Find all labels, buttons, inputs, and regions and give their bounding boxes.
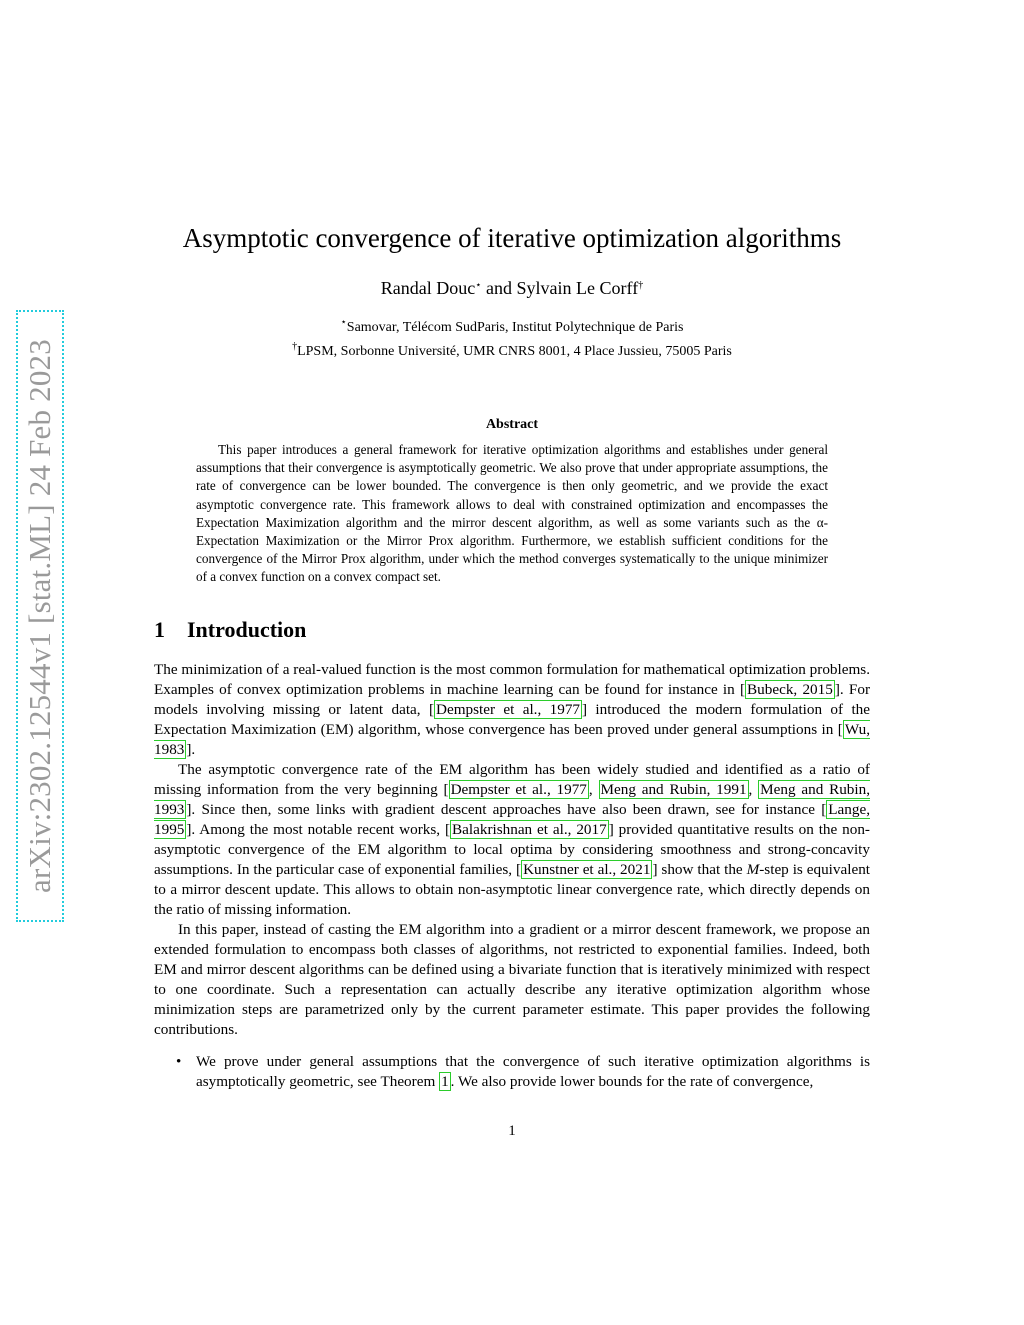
list-item xyxy=(154,1052,870,1092)
paragraph-3: In this paper, instead of casting the EM algorithm into a gradient or a mirror descent framework, we propose an extended formulation to encompass both classes of algorithms, not restricted to exponential families. Indeed, both EM and mirror descent algorithms can be defined using a bivariate function that is iteratively minimized with respect to one coordinate. Such a representation can actually describe any iterative optimization algorithm whose minimization steps are parametrized only by the current parameter estimate. This paper provides the following contributions. xyxy=(154,921,870,1038)
text-run: The minimization of a real-valued function is the most common formulation for mathematical optimization problems. Examples of convex optimization problems in machine learning can be found for instance in [ xyxy=(154,661,870,698)
citation-link[interactable]: Meng and Rubin, 1991 xyxy=(600,781,747,798)
abstract-heading: Abstract xyxy=(485,417,539,432)
math-symbol: M xyxy=(746,861,760,878)
citation-link[interactable]: Kunstner et al., 2021 xyxy=(523,861,651,878)
citation-link[interactable]: Lange, 1995 xyxy=(154,801,870,838)
theorem-ref-link[interactable]: 1 xyxy=(441,1073,449,1090)
citation-link[interactable]: Dempster et al., 1977 xyxy=(436,701,581,718)
section-title: Introduction xyxy=(187,617,307,642)
text-run: ]. Since then, some links with gradient descent approaches have also been drawn, see for instance [ xyxy=(186,801,827,818)
affiliation-1-text: Samovar, Télécom SudParis, Institut Polytechnique de Paris xyxy=(346,320,684,335)
affiliation-2-mark: † xyxy=(292,341,298,352)
paragraph-2 xyxy=(154,760,870,920)
section-heading xyxy=(154,617,306,643)
text-run: ] provided quantitative results on the non-asymptotic convergence of the EM algorithm to local optima by considering smoothness and strong-concavity assumptions. In the particular case of exponential families, [ xyxy=(154,821,870,878)
contribution-list xyxy=(154,1052,870,1092)
text-run: The asymptotic convergence rate of the EM algorithm has been widely studied and identified as a ratio of missing information from the very beginning [ xyxy=(154,761,870,798)
author-1-mark: ⋆ xyxy=(475,280,482,291)
citation-link[interactable]: Wu, 1983 xyxy=(154,721,870,758)
text-run: ]. Among the most notable recent works, [ xyxy=(186,821,451,838)
text-run: . We also provide lower bounds for the rate of convergence, xyxy=(450,1073,814,1090)
affiliation-1 xyxy=(0,318,1024,338)
citation-link[interactable]: Dempster et al., 1977 xyxy=(450,781,587,798)
bullet-marker: • xyxy=(176,1053,182,1070)
affiliation-2 xyxy=(0,342,1024,362)
paper-title: Asymptotic convergence of iterative optimization algorithms xyxy=(182,223,842,253)
author-2-mark: † xyxy=(638,280,644,291)
text-run: ] show that the xyxy=(652,861,747,878)
text-run: , xyxy=(748,781,759,798)
affiliation-1-mark: ⋆ xyxy=(340,317,347,328)
author-2: Sylvain Le Corff xyxy=(516,278,639,298)
author-line xyxy=(0,276,1024,300)
author-conjunction: and xyxy=(481,278,517,298)
text-run: ] introduced the modern formulation of the Expectation Maximization (EM) algorithm, whose convergence has been proved under general assumptions in [ xyxy=(154,701,870,738)
paragraph-1 xyxy=(154,660,870,760)
section-number: 1 xyxy=(154,617,165,642)
text-run: ]. For models involving missing or latent data, [ xyxy=(154,681,871,718)
citation-link[interactable]: Bubeck, 2015 xyxy=(747,681,833,698)
abstract-text: This paper introduces a general framework for iterative optimization algorithms and establishes under general assumptions that their convergence is asymptotically geometric. We also prove that under appropriate assumptions, the rate of convergence can be lower bounded. The convergence is then only geometric, and we provide the exact asymptotic convergence rate. This framework allows to deal with constrained optimization and encompasses the Expectation Maximization algorithm and the mirror descent algorithm, as well as some variants such as the α-Expectation Maximization or the Mirror Prox algorithm. Furthermore, we establish sufficient conditions for the convergence of the Mirror Prox algorithm, under which the method converges systematically to the unique minimizer of a convex function on a convex compact set. xyxy=(196,442,828,585)
body-text xyxy=(154,660,870,1092)
arxiv-identifier[interactable]: arXiv:2302.12544v1 [stat.ML] 24 Feb 2023 xyxy=(22,339,58,893)
text-run: We prove under general assumptions that the convergence of such iterative optimization algorithms is asymptotically geometric, see Theorem xyxy=(196,1053,870,1090)
text-run: -step is equivalent to a mirror descent update. This allows to obtain non-asymptotic linear convergence rate, which directly depends on the ratio of missing information. xyxy=(154,861,871,918)
citation-link[interactable]: Balakrishnan et al., 2017 xyxy=(452,821,607,838)
arxiv-sidebar[interactable] xyxy=(16,310,64,922)
affiliation-2-text: LPSM, Sorbonne Université, UMR CNRS 8001, 4 Place Jussieu, 75005 Paris xyxy=(297,344,732,359)
text-run: , xyxy=(588,781,599,798)
page-number: 1 xyxy=(508,1123,516,1139)
citation-link[interactable]: Meng and Rubin, 1993 xyxy=(154,781,871,818)
text-run: ]. xyxy=(186,741,196,758)
author-1: Randal Douc xyxy=(380,278,476,298)
